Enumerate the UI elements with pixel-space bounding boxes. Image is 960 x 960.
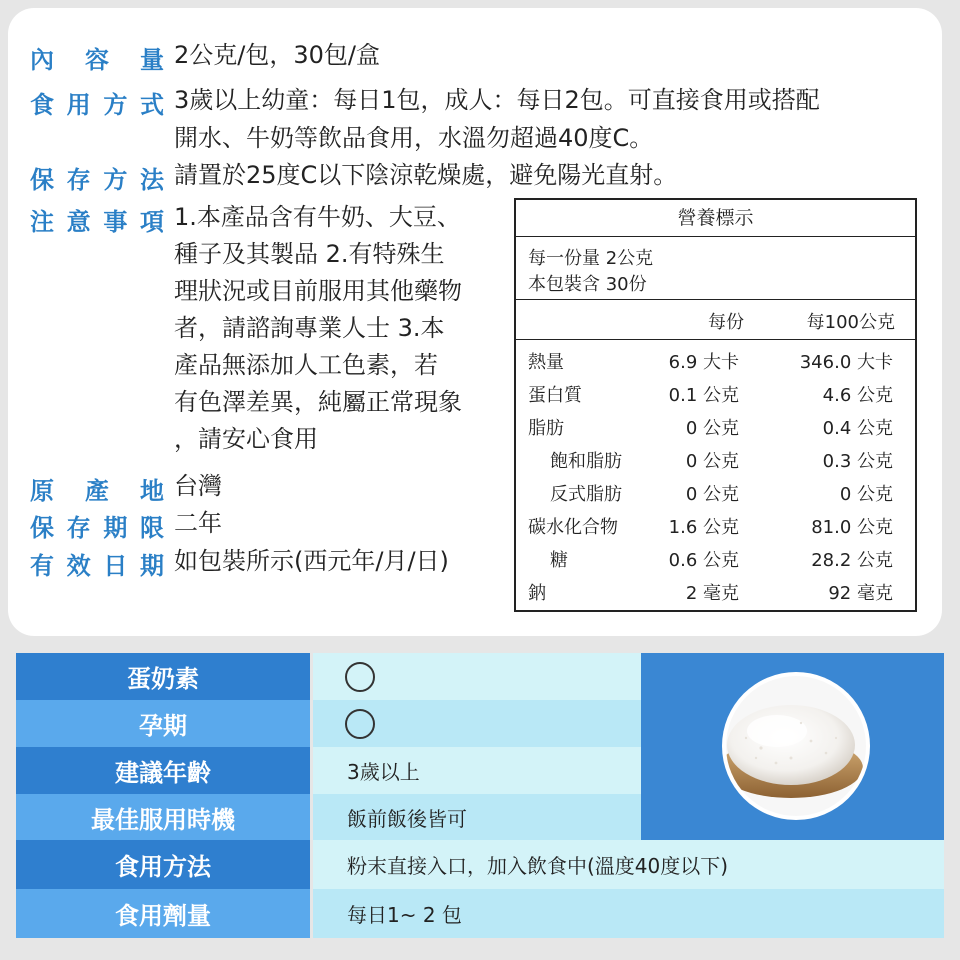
notes-line-6: 有色澤差異，純屬正常現象 (174, 388, 462, 416)
nutrient-per-100g: 4.6 公克 (822, 385, 893, 406)
spec-value: 粉末直接入口，加入飲食中(溫度40度以下) (313, 840, 944, 889)
spec-value: 飯前飯後皆可 (313, 794, 641, 840)
notes-label: 注意事項 (30, 208, 164, 236)
circle-mark-icon (345, 662, 375, 692)
nutrient-per-100g: 81.0 公克 (811, 517, 893, 538)
nutrient-name: 鈉 (528, 583, 546, 604)
spec-label: 孕期 (16, 700, 310, 747)
spec-value (313, 700, 641, 747)
product-image-panel (641, 653, 944, 840)
nutrient-per-serving: 6.9 大卡 (668, 352, 739, 373)
expiry-label: 有效日期 (30, 552, 164, 580)
spec-label: 最佳服用時機 (16, 794, 310, 840)
expiry-value: 如包裝所示(西元年/月/日) (174, 547, 449, 575)
nutrient-per-serving: 0 公克 (685, 418, 739, 439)
nutrient-per-serving: 0 公克 (685, 451, 739, 472)
notes-line-4: 者，請諮詢專業人士 3.本 (174, 314, 445, 342)
nutrient-per-serving: 0.1 公克 (668, 385, 739, 406)
nutrient-per-100g: 0.4 公克 (822, 418, 893, 439)
spec-label: 食用方法 (16, 840, 310, 889)
powder-bowl-image (641, 653, 944, 840)
spec-label: 食用劑量 (16, 889, 310, 938)
usage-line-1: 3歲以上幼童：每日1包，成人：每日2包。可直接食用或搭配 (174, 86, 820, 114)
spec-panel (16, 653, 944, 938)
nutrient-per-100g: 0 公克 (839, 484, 893, 505)
column-per-serving: 每份 (708, 312, 744, 333)
notes-line-2: 種子及其製品 2.有特殊生 (174, 240, 445, 268)
nutrient-per-serving: 0 公克 (685, 484, 739, 505)
content-label: 內 容 量 (30, 46, 164, 74)
notes-line-3: 理狀況或目前服用其他藥物 (174, 277, 462, 305)
spec-row (16, 840, 944, 889)
nutrient-name: 碳水化合物 (528, 517, 618, 538)
origin-value: 台灣 (174, 472, 222, 500)
servings-per-package: 本包裝含 30份 (528, 274, 647, 295)
usage-line-2: 開水、牛奶等飲品食用，水溫勿超過40度C。 (174, 124, 654, 152)
spec-label: 蛋奶素 (16, 653, 310, 700)
origin-label: 原 產 地 (30, 477, 164, 505)
nutrient-name: 糖 (550, 550, 568, 571)
spec-label: 建議年齡 (16, 747, 310, 794)
serving-size: 每一份量 2公克 (528, 248, 654, 269)
divider (516, 299, 915, 300)
usage-label: 食用方式 (30, 91, 164, 119)
spec-value: 3歲以上 (313, 747, 641, 794)
notes-line-5: 產品無添加人工色素，若 (174, 351, 438, 379)
nutrient-name: 脂肪 (528, 418, 564, 439)
nutrition-facts-table (514, 198, 917, 612)
nutrient-per-100g: 0.3 公克 (822, 451, 893, 472)
circle-mark-icon (345, 709, 375, 739)
nutrient-per-serving: 0.6 公克 (668, 550, 739, 571)
nutrient-per-100g: 28.2 公克 (811, 550, 893, 571)
content-value: 2公克/包，30包/盒 (174, 41, 380, 69)
nutrient-name: 飽和脂肪 (550, 451, 622, 472)
storage-label: 保存方法 (30, 166, 164, 194)
spec-value: 每日1~ 2 包 (313, 889, 944, 938)
notes-line-1: 1.本產品含有牛奶、大豆、 (174, 203, 461, 231)
nutrient-per-100g: 346.0 大卡 (799, 352, 893, 373)
nutrient-per-serving: 2 毫克 (685, 583, 739, 604)
divider (516, 339, 915, 340)
shelf-label: 保存期限 (30, 514, 164, 542)
nutrient-per-100g: 92 毫克 (828, 583, 893, 604)
storage-value: 請置於25度C以下陰涼乾燥處，避免陽光直射。 (174, 161, 678, 189)
column-per-100g: 每100公克 (806, 312, 895, 333)
nutrient-name: 反式脂肪 (550, 484, 622, 505)
nutrient-name: 熱量 (528, 352, 564, 373)
spec-row (16, 889, 944, 938)
notes-line-7: ，請安心食用 (174, 425, 318, 453)
nutrition-title: 營養標示 (516, 200, 915, 237)
shelf-value: 二年 (174, 509, 222, 537)
nutrient-per-serving: 1.6 公克 (668, 517, 739, 538)
spec-value (313, 653, 641, 700)
nutrient-name: 蛋白質 (528, 385, 582, 406)
